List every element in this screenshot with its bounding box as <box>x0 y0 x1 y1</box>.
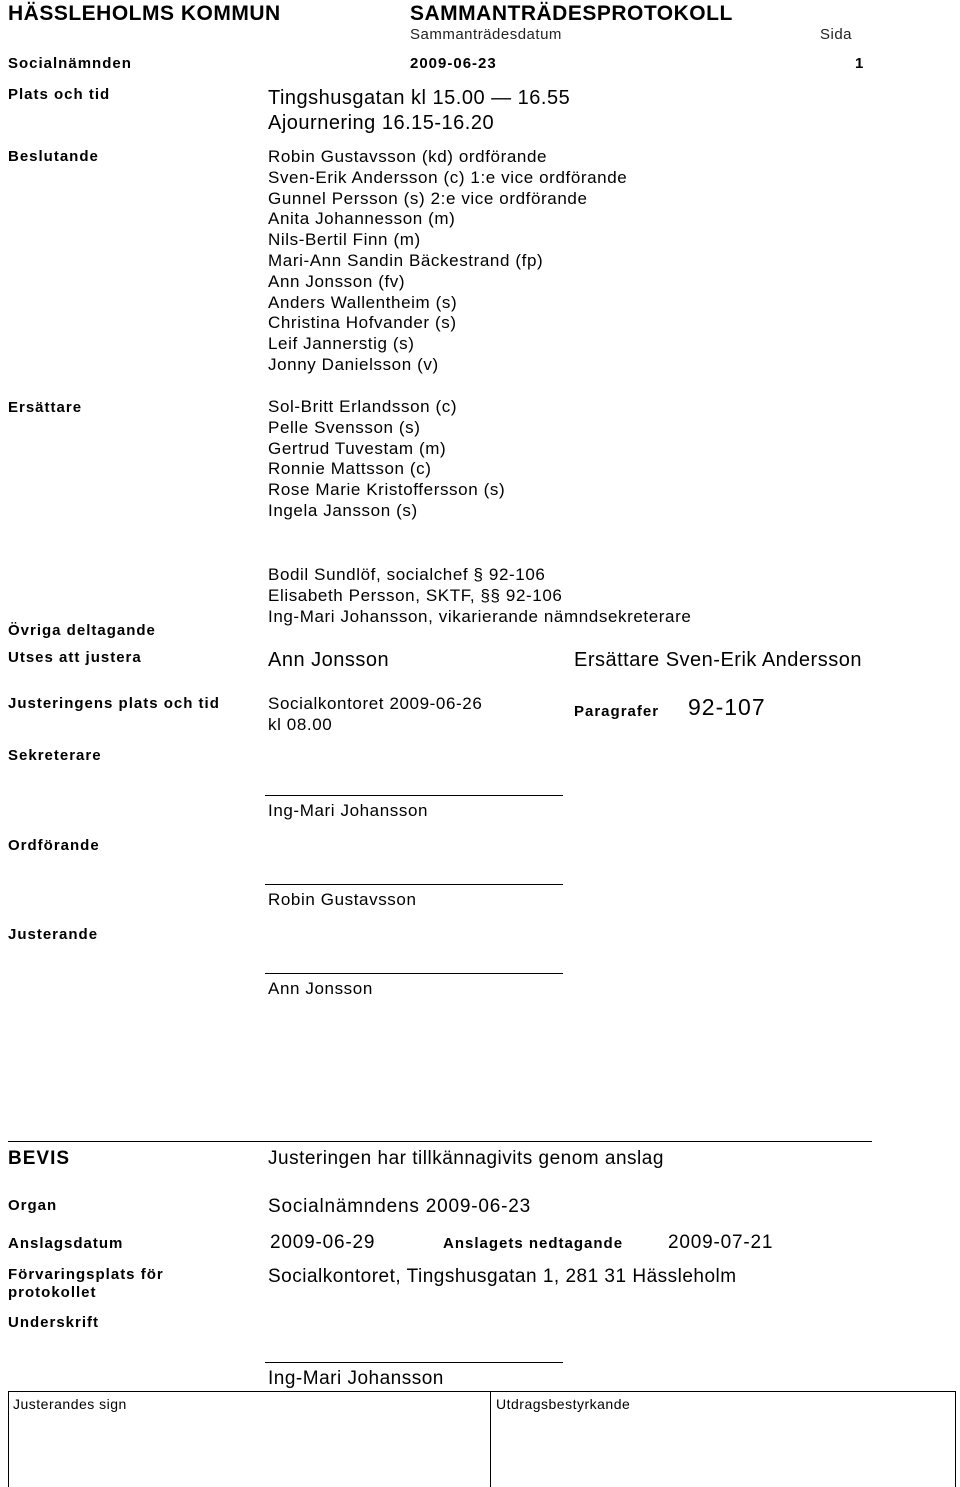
page-number: 1 <box>855 55 865 72</box>
committee-name: Socialnämnden <box>8 55 132 72</box>
secretary-name: Ing-Mari Johansson <box>268 801 429 820</box>
place-time-label: Plats och tid <box>8 86 111 103</box>
deciding-members-list <box>268 147 627 376</box>
list-item: Ann Jonsson (fv) <box>268 271 406 291</box>
adjuster-name: Ann Jonsson <box>268 649 390 671</box>
deciding-label: Beslutande <box>8 148 99 165</box>
municipality-name: HÄSSLEHOLMS KOMMUN <box>8 2 281 25</box>
proof-signature-line <box>265 1362 563 1363</box>
adjuster-label: Utses att justera <box>8 649 142 666</box>
proof-divider <box>8 1141 872 1142</box>
list-item: Sven-Erik Andersson (c) 1:e vice ordförande <box>268 167 628 187</box>
paragraphs-value: 92-107 <box>688 694 766 720</box>
secretary-signature-line <box>265 795 563 796</box>
list-item: Ing-Mari Johansson, vikarierande nämndsekreterare <box>268 606 692 626</box>
footer-right-border <box>955 1391 956 1487</box>
list-item: Gertrud Tuvestam (m) <box>268 438 447 458</box>
adjuster-signature-name: Ann Jonsson <box>268 979 373 998</box>
list-item: Sol-Britt Erlandsson (c) <box>268 397 458 416</box>
document-title: SAMMANTRÄDESPROTOKOLL <box>410 2 733 25</box>
storage-label-line2: protokollet <box>8 1284 97 1301</box>
storage-value: Socialkontoret, Tingshusgatan 1, 281 31 Hässleholm <box>268 1266 737 1287</box>
substitutes-label: Ersättare <box>8 399 83 416</box>
adjustment-time-value: kl 08.00 <box>268 715 333 734</box>
page-column-label: Sida <box>820 26 853 43</box>
organ-label: Organ <box>8 1197 58 1214</box>
list-item: Leif Jannerstig (s) <box>268 334 415 354</box>
list-item: Nils-Bertil Finn (m) <box>268 230 421 250</box>
storage-label-line1: Förvaringsplats för <box>8 1266 164 1283</box>
date-column-label: Sammanträdesdatum <box>410 26 562 43</box>
other-participants-list <box>268 565 691 627</box>
posted-date-label: Anslagsdatum <box>8 1235 124 1252</box>
adjournment-value: Ajournering 16.15-16.20 <box>268 112 495 134</box>
removal-date-value: 2009-07-21 <box>668 1232 774 1253</box>
chair-signature-line <box>265 884 563 885</box>
chair-name: Robin Gustavsson <box>268 890 417 909</box>
adjuster-signature-line <box>265 973 563 974</box>
list-item: Gunnel Persson (s) 2:e vice ordförande <box>268 188 588 208</box>
organ-value: Socialnämndens 2009-06-23 <box>268 1196 531 1217</box>
list-item: Pelle Svensson (s) <box>268 417 421 437</box>
proof-label: BEVIS <box>8 1148 71 1169</box>
list-item: Anita Johannesson (m) <box>268 209 456 229</box>
posted-date-value: 2009-06-29 <box>270 1232 376 1253</box>
adjustment-place-value: Socialkontoret 2009-06-26 <box>268 694 483 713</box>
adjuster-substitute: Ersättare Sven-Erik Andersson <box>574 649 862 671</box>
list-item: Jonny Danielsson (v) <box>268 354 439 374</box>
adjuster-signature-label: Justerande <box>8 926 99 943</box>
chair-label: Ordförande <box>8 837 100 854</box>
list-item: Mari-Ann Sandin Bäckestrand (fp) <box>268 250 544 270</box>
footer-left-border <box>8 1391 9 1487</box>
list-item: Bodil Sundlöf, socialchef § 92-106 <box>268 565 546 584</box>
footer-middle-border <box>490 1391 491 1487</box>
list-item: Ingela Jansson (s) <box>268 500 418 520</box>
other-participants-label: Övriga deltagande <box>8 622 156 639</box>
place-time-value: Tingshusgatan kl 15.00 — 16.55 <box>268 87 571 109</box>
removal-date-label: Anslagets nedtagande <box>443 1235 624 1252</box>
paragraphs-label: Paragrafer <box>574 703 660 720</box>
certified-copy-label: Utdragsbestyrkande <box>496 1396 631 1412</box>
footer-top-border <box>8 1391 956 1392</box>
list-item: Ronnie Mattsson (c) <box>268 459 432 479</box>
proof-signature-name: Ing-Mari Johansson <box>268 1368 444 1389</box>
adjustment-place-label: Justeringens plats och tid <box>8 695 220 712</box>
list-item: Robin Gustavsson (kd) ordförande <box>268 147 548 166</box>
list-item: Anders Wallentheim (s) <box>268 292 458 312</box>
list-item: Rose Marie Kristoffersson (s) <box>268 480 506 500</box>
proof-text: Justeringen har tillkännagivits genom anslag <box>268 1148 664 1169</box>
signature-label: Underskrift <box>8 1314 100 1331</box>
list-item: Christina Hofvander (s) <box>268 313 457 333</box>
secretary-label: Sekreterare <box>8 747 102 764</box>
meeting-date: 2009-06-23 <box>410 55 497 72</box>
adjusters-sign-label: Justerandes sign <box>13 1396 127 1412</box>
substitutes-list <box>268 397 505 522</box>
list-item: Elisabeth Persson, SKTF, §§ 92-106 <box>268 585 563 605</box>
